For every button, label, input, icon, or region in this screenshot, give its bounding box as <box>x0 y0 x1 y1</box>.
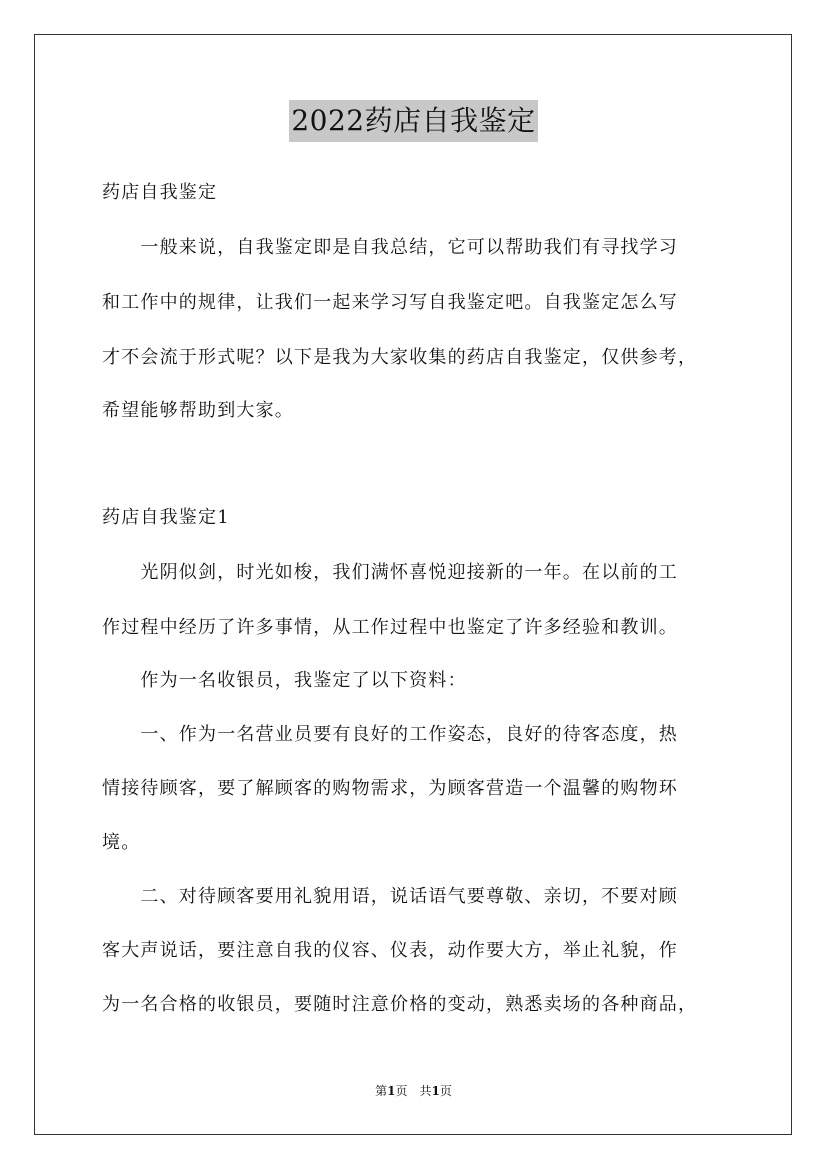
text-line: 光阴似剑，时光如梭，我们满怀喜悦迎接新的一年。在以前的工 <box>102 562 678 583</box>
text-line: 和工作中的规律，让我们一起来学习写自我鉴定吧。自我鉴定怎么写 <box>102 292 678 313</box>
text-line: 希望能够帮助到大家。 <box>102 400 294 421</box>
text-line: 为一名合格的收银员，要随时注意价格的变动，熟悉卖场的各种商品， <box>102 994 698 1015</box>
text-line: 一般来说，自我鉴定即是自我总结，它可以帮助我们有寻找学习 <box>102 237 678 258</box>
footer-total-pages: 1 <box>431 1084 440 1098</box>
text-line: 二、对待顾客要用礼貌用语，说话语气要尊敬、亲切，不要对顾 <box>102 886 678 907</box>
text-line: 境。 <box>102 832 141 853</box>
footer-page-prefix: 第 <box>375 1084 388 1098</box>
footer-page-number: 1 <box>387 1084 396 1098</box>
footer-page-suffix: 页 <box>439 1084 452 1098</box>
section-heading: 药店自我鉴定 <box>102 182 218 203</box>
text-line: 才不会流于形式呢？以下是我为大家收集的药店自我鉴定，仅供参考， <box>102 347 698 368</box>
page-footer <box>0 1082 827 1100</box>
text-line: 客大声说话，要注意自我的仪容、仪表，动作要大方，举止礼貌，作 <box>102 940 678 961</box>
text-line: 情接待顾客，要了解顾客的购物需求，为顾客营造一个温馨的购物环 <box>102 778 678 799</box>
text-line: 作为一名收银员，我鉴定了以下资料： <box>102 670 467 691</box>
section-heading: 药店自我鉴定1 <box>102 507 230 528</box>
text-line: 作过程中经历了许多事情，从工作过程中也鉴定了许多经验和教训。 <box>102 617 678 638</box>
document-title: 2022药店自我鉴定 <box>289 100 537 142</box>
title-container <box>0 100 827 142</box>
footer-page-mid: 页 共 <box>395 1084 432 1098</box>
text-line: 一、作为一名营业员要有良好的工作姿态，良好的待客态度，热 <box>102 724 678 745</box>
